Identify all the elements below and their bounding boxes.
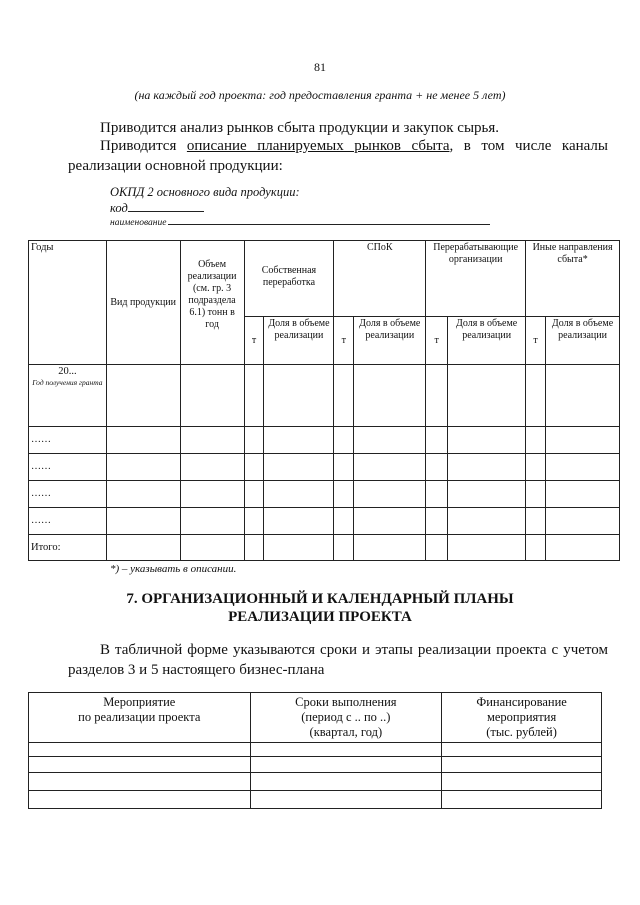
table-row xyxy=(29,535,620,561)
header-volume: Объем реализации (см. гр. 3 подраздела 6.1) тонн в год xyxy=(180,241,244,365)
table-row xyxy=(29,481,620,508)
okpd-name-line xyxy=(110,215,490,228)
para2-prefix: Приводится xyxy=(100,138,187,154)
table-row xyxy=(29,757,602,773)
okpd-name-label: наименование xyxy=(110,218,167,228)
header-processing-orgs: Перерабатывающие организации xyxy=(426,241,526,317)
header-t: т xyxy=(244,317,264,365)
okpd-code-line xyxy=(110,200,204,216)
table-row xyxy=(29,508,620,535)
header-financing xyxy=(442,693,602,743)
header-years: Годы xyxy=(29,241,107,365)
header-financing-line1: Финансирование xyxy=(476,695,567,709)
row-label: …… xyxy=(29,508,107,535)
para2-suffix: , в том числе каналы реализации основной продукции: xyxy=(68,138,608,174)
calendar-plan-table xyxy=(28,692,602,809)
period-note: (на каждый год проекта: год предоставления гранта + не менее 5 лет) xyxy=(134,88,506,102)
table-row xyxy=(29,454,620,481)
header-deadlines-line3: (квартал, год) xyxy=(309,725,383,739)
first-year-label: 20... xyxy=(58,366,77,377)
table-row xyxy=(29,365,620,427)
header-other-channels: Иные направления сбыта* xyxy=(526,241,620,317)
sales-channels-table xyxy=(28,240,620,561)
table-row xyxy=(29,743,602,757)
header-t: т xyxy=(526,317,546,365)
table-row xyxy=(29,427,620,454)
header-financing-line2: мероприятия xyxy=(486,710,557,724)
section-heading xyxy=(0,590,640,626)
header-product-type: Вид продукции xyxy=(106,241,180,365)
row-first-year xyxy=(29,365,107,427)
footnote: *) – указывать в описании. xyxy=(110,563,237,575)
paragraph-market-analysis: Приводится анализ рынков сбыта продукции и закупок сырья. xyxy=(100,120,500,136)
first-year-note: Год получения гранта xyxy=(32,378,103,387)
para2-underlined: описание планируемых рынков сбыта xyxy=(186,138,450,154)
row-label: …… xyxy=(29,427,107,454)
paragraph-plan-description: В табличной форме указываются сроки и этапы реализации проекта с учетом разделов 3 и 5 настоящего бизнес-плана xyxy=(68,642,608,678)
page-number: 81 xyxy=(314,60,326,74)
row-label: …… xyxy=(29,481,107,508)
header-deadlines-line1: Сроки выполнения xyxy=(295,695,397,709)
header-share: Доля в объеме реализации xyxy=(448,317,526,365)
header-share: Доля в объеме реализации xyxy=(546,317,620,365)
header-t: т xyxy=(334,317,354,365)
header-event-line1: Мероприятие xyxy=(103,695,176,709)
paragraph-market-description xyxy=(68,136,608,176)
table-row xyxy=(29,773,602,791)
header-event-line2: по реализации проекта xyxy=(78,710,201,724)
row-total: Итого: xyxy=(29,535,107,561)
okpd-title: ОКПД 2 основного вида продукции: xyxy=(110,185,300,199)
header-deadlines-line2: (период с .. по ..) xyxy=(301,710,391,724)
row-label: …… xyxy=(29,454,107,481)
header-spok: СПоК xyxy=(334,241,426,317)
section-heading-line1: 7. ОРГАНИЗАЦИОННЫЙ И КАЛЕНДАРНЫЙ ПЛАНЫ xyxy=(126,591,514,607)
header-share: Доля в объеме реализации xyxy=(264,317,334,365)
header-t: т xyxy=(426,317,448,365)
header-financing-line3: (тыс. рублей) xyxy=(486,725,557,739)
header-share: Доля в объеме реализации xyxy=(354,317,426,365)
header-event xyxy=(29,693,251,743)
table-row xyxy=(29,791,602,809)
header-deadlines xyxy=(250,693,442,743)
header-own-processing: Собственная переработка xyxy=(244,241,334,317)
section-heading-line2: РЕАЛИЗАЦИИ ПРОЕКТА xyxy=(228,609,412,625)
okpd-code-label: код xyxy=(110,201,128,215)
